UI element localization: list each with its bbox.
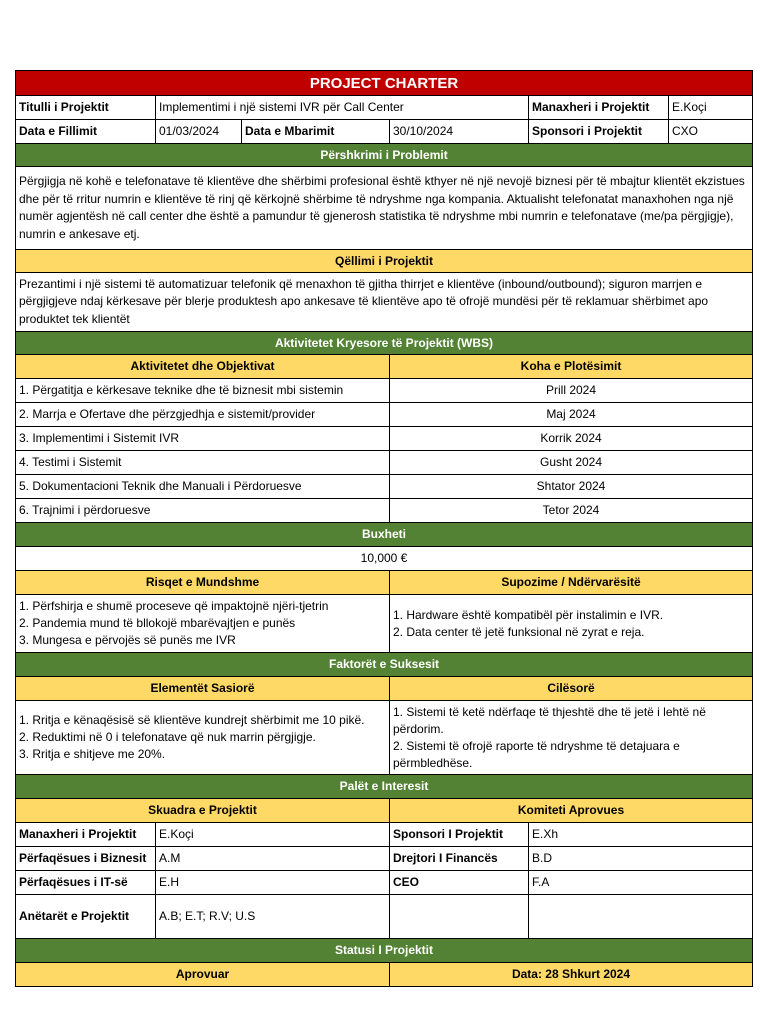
wbs-time: Maj 2024 (390, 403, 753, 427)
manager-value: E.Koçi (669, 96, 753, 120)
team-role: Përfaqësues i Biznesit (16, 847, 156, 871)
charter-title: PROJECT CHARTER (16, 71, 753, 96)
quality-list (390, 701, 753, 775)
committee-role: Sponsori I Projektit (390, 823, 529, 847)
team-role: Përfaqësues i IT-së (16, 871, 156, 895)
status-date: Data: 28 Shkurt 2024 (390, 963, 753, 987)
risks-list (16, 595, 390, 653)
assumptions-heading: Supozime / Ndërvarësitë (390, 571, 753, 595)
table-row (16, 895, 753, 939)
table-row (16, 475, 753, 499)
key-elements-list (16, 701, 390, 775)
table-row (16, 871, 753, 895)
wbs-time: Korrik 2024 (390, 427, 753, 451)
wbs-activity: 6. Trajnimi i përdoruesve (16, 499, 390, 523)
project-charter-sheet (15, 70, 752, 987)
wbs-time: Prill 2024 (390, 379, 753, 403)
list-item: 2. Data center të jetë funksional në zyrat e reja. (393, 624, 645, 639)
table-row (16, 427, 753, 451)
list-item: 3. Rritja e shitjeve me 20%. (19, 747, 166, 761)
stakeholders-heading: Palët e Interesit (16, 775, 753, 799)
quality-heading: Cilësorë (390, 677, 753, 701)
charter-table (15, 70, 753, 987)
committee-member (529, 895, 753, 939)
risks-heading: Risqet e Mundshme (16, 571, 390, 595)
table-row (16, 451, 753, 475)
wbs-activity: 3. Implementimi i Sistemit IVR (16, 427, 390, 451)
list-item: 2. Sistemi të ofrojë raporte të ndryshme të detajuara e përmbledhëse. (393, 738, 680, 770)
wbs-activity-header: Aktivitetet dhe Objektivat (16, 355, 390, 379)
problem-heading: Përshkrimi i Problemit (16, 144, 753, 167)
key-elements-heading: Elementët Sasiorë (16, 677, 390, 701)
team-member: E.H (156, 871, 390, 895)
wbs-time-header: Koha e Plotësimit (390, 355, 753, 379)
committee-member: B.D (529, 847, 753, 871)
assumptions-list (390, 595, 753, 653)
sponsor-value: CXO (669, 120, 753, 144)
committee-heading: Komiteti Aprovues (390, 799, 753, 823)
committee-role (390, 895, 529, 939)
goal-heading: Qëllimi i Projektit (16, 250, 753, 273)
table-row (16, 499, 753, 523)
list-item: 2. Pandemia mund të bllokojë mbarëvajtjen e punës (19, 616, 296, 630)
list-item: 2. Reduktimi në 0 i telefonatave që nuk marrin përgjigje. (19, 730, 316, 744)
wbs-activity: 5. Dokumentacioni Teknik dhe Manuali i Përdoruesve (16, 475, 390, 499)
wbs-time: Shtator 2024 (390, 475, 753, 499)
table-row (16, 847, 753, 871)
list-item: 1. Rritja e kënaqësisë së klientëve kundrejt shërbimit me 10 pikë. (19, 713, 365, 727)
wbs-activity: 2. Marrja e Ofertave dhe përzgjedhja e sistemit/provider (16, 403, 390, 427)
table-row (16, 823, 753, 847)
start-date-value: 01/03/2024 (156, 120, 242, 144)
project-title-label: Titulli i Projektit (16, 96, 156, 120)
team-heading: Skuadra e Projektit (16, 799, 390, 823)
committee-role: Drejtori I Financës (390, 847, 529, 871)
goal-text: Prezantimi i një sistemi të automatizuar telefonik që menaxhon të gjitha thirrjet e klientëve (inbound/outbound); siguron marrjen e përgjigjeve ndaj kërkesave për blerje produktesh apo ankesave të klientëve apo të ofrojë mundësi për të reklamuar shërbimet apo produktet tek klientët (16, 273, 753, 332)
manager-label: Manaxheri i Projektit (529, 96, 669, 120)
list-item: 1. Përfshirja e shumë proceseve që impaktojnë njëri-tjetrin (19, 599, 329, 613)
sponsor-label: Sponsori i Projektit (529, 120, 669, 144)
budget-heading: Buxheti (16, 523, 753, 547)
team-member: A.M (156, 847, 390, 871)
success-heading: Faktorët e Suksesit (16, 653, 753, 677)
status-heading: Statusi I Projektit (16, 939, 753, 963)
team-member: A.B; E.T; R.V; U.S (156, 895, 390, 939)
committee-role: CEO (390, 871, 529, 895)
end-date-value: 30/10/2024 (390, 120, 529, 144)
wbs-time: Gusht 2024 (390, 451, 753, 475)
problem-text: Përgjigja në kohë e telefonatave të klientëve dhe shërbimi profesional është kthyer në një nevojë biznesi për të mbajtur klientët ekzistues dhe për të rritur numrin e klientëve të rinj që kërkojnë shërbime të ndryshme nga kompania. Aktualisht telefonatat manaxhohen nga një numër agjentësh në call center dhe është a pamundur të gjenerosh statistika të ndryshme mbi numrin e telefonatave (me/pa përgjigje), numrin e ankesave etj. (16, 167, 753, 250)
team-member: E.Koçi (156, 823, 390, 847)
committee-member: E.Xh (529, 823, 753, 847)
wbs-heading: Aktivitetet Kryesore të Projektit (WBS) (16, 332, 753, 355)
wbs-time: Tetor 2024 (390, 499, 753, 523)
wbs-activity: 1. Përgatitja e kërkesave teknike dhe të biznesit mbi sistemin (16, 379, 390, 403)
table-row (16, 379, 753, 403)
status-state: Aprovuar (16, 963, 390, 987)
list-item: 3. Mungesa e përvojës së punës me IVR (19, 633, 236, 647)
project-title-value: Implementimi i një sistemi IVR për Call Center (156, 96, 529, 120)
end-date-label: Data e Mbarimit (242, 120, 390, 144)
list-item: 1. Hardware është kompatibël për instalimin e IVR. (393, 607, 664, 622)
budget-value: 10,000 € (16, 547, 753, 571)
table-row (16, 403, 753, 427)
committee-member: F.A (529, 871, 753, 895)
start-date-label: Data e Fillimit (16, 120, 156, 144)
wbs-activity: 4. Testimi i Sistemit (16, 451, 390, 475)
list-item: 1. Sistemi të ketë ndërfaqe të thjeshtë dhe të jetë i lehtë në përdorim. (393, 704, 706, 736)
team-role: Anëtarët e Projektit (16, 895, 156, 939)
team-role: Manaxheri i Projektit (16, 823, 156, 847)
